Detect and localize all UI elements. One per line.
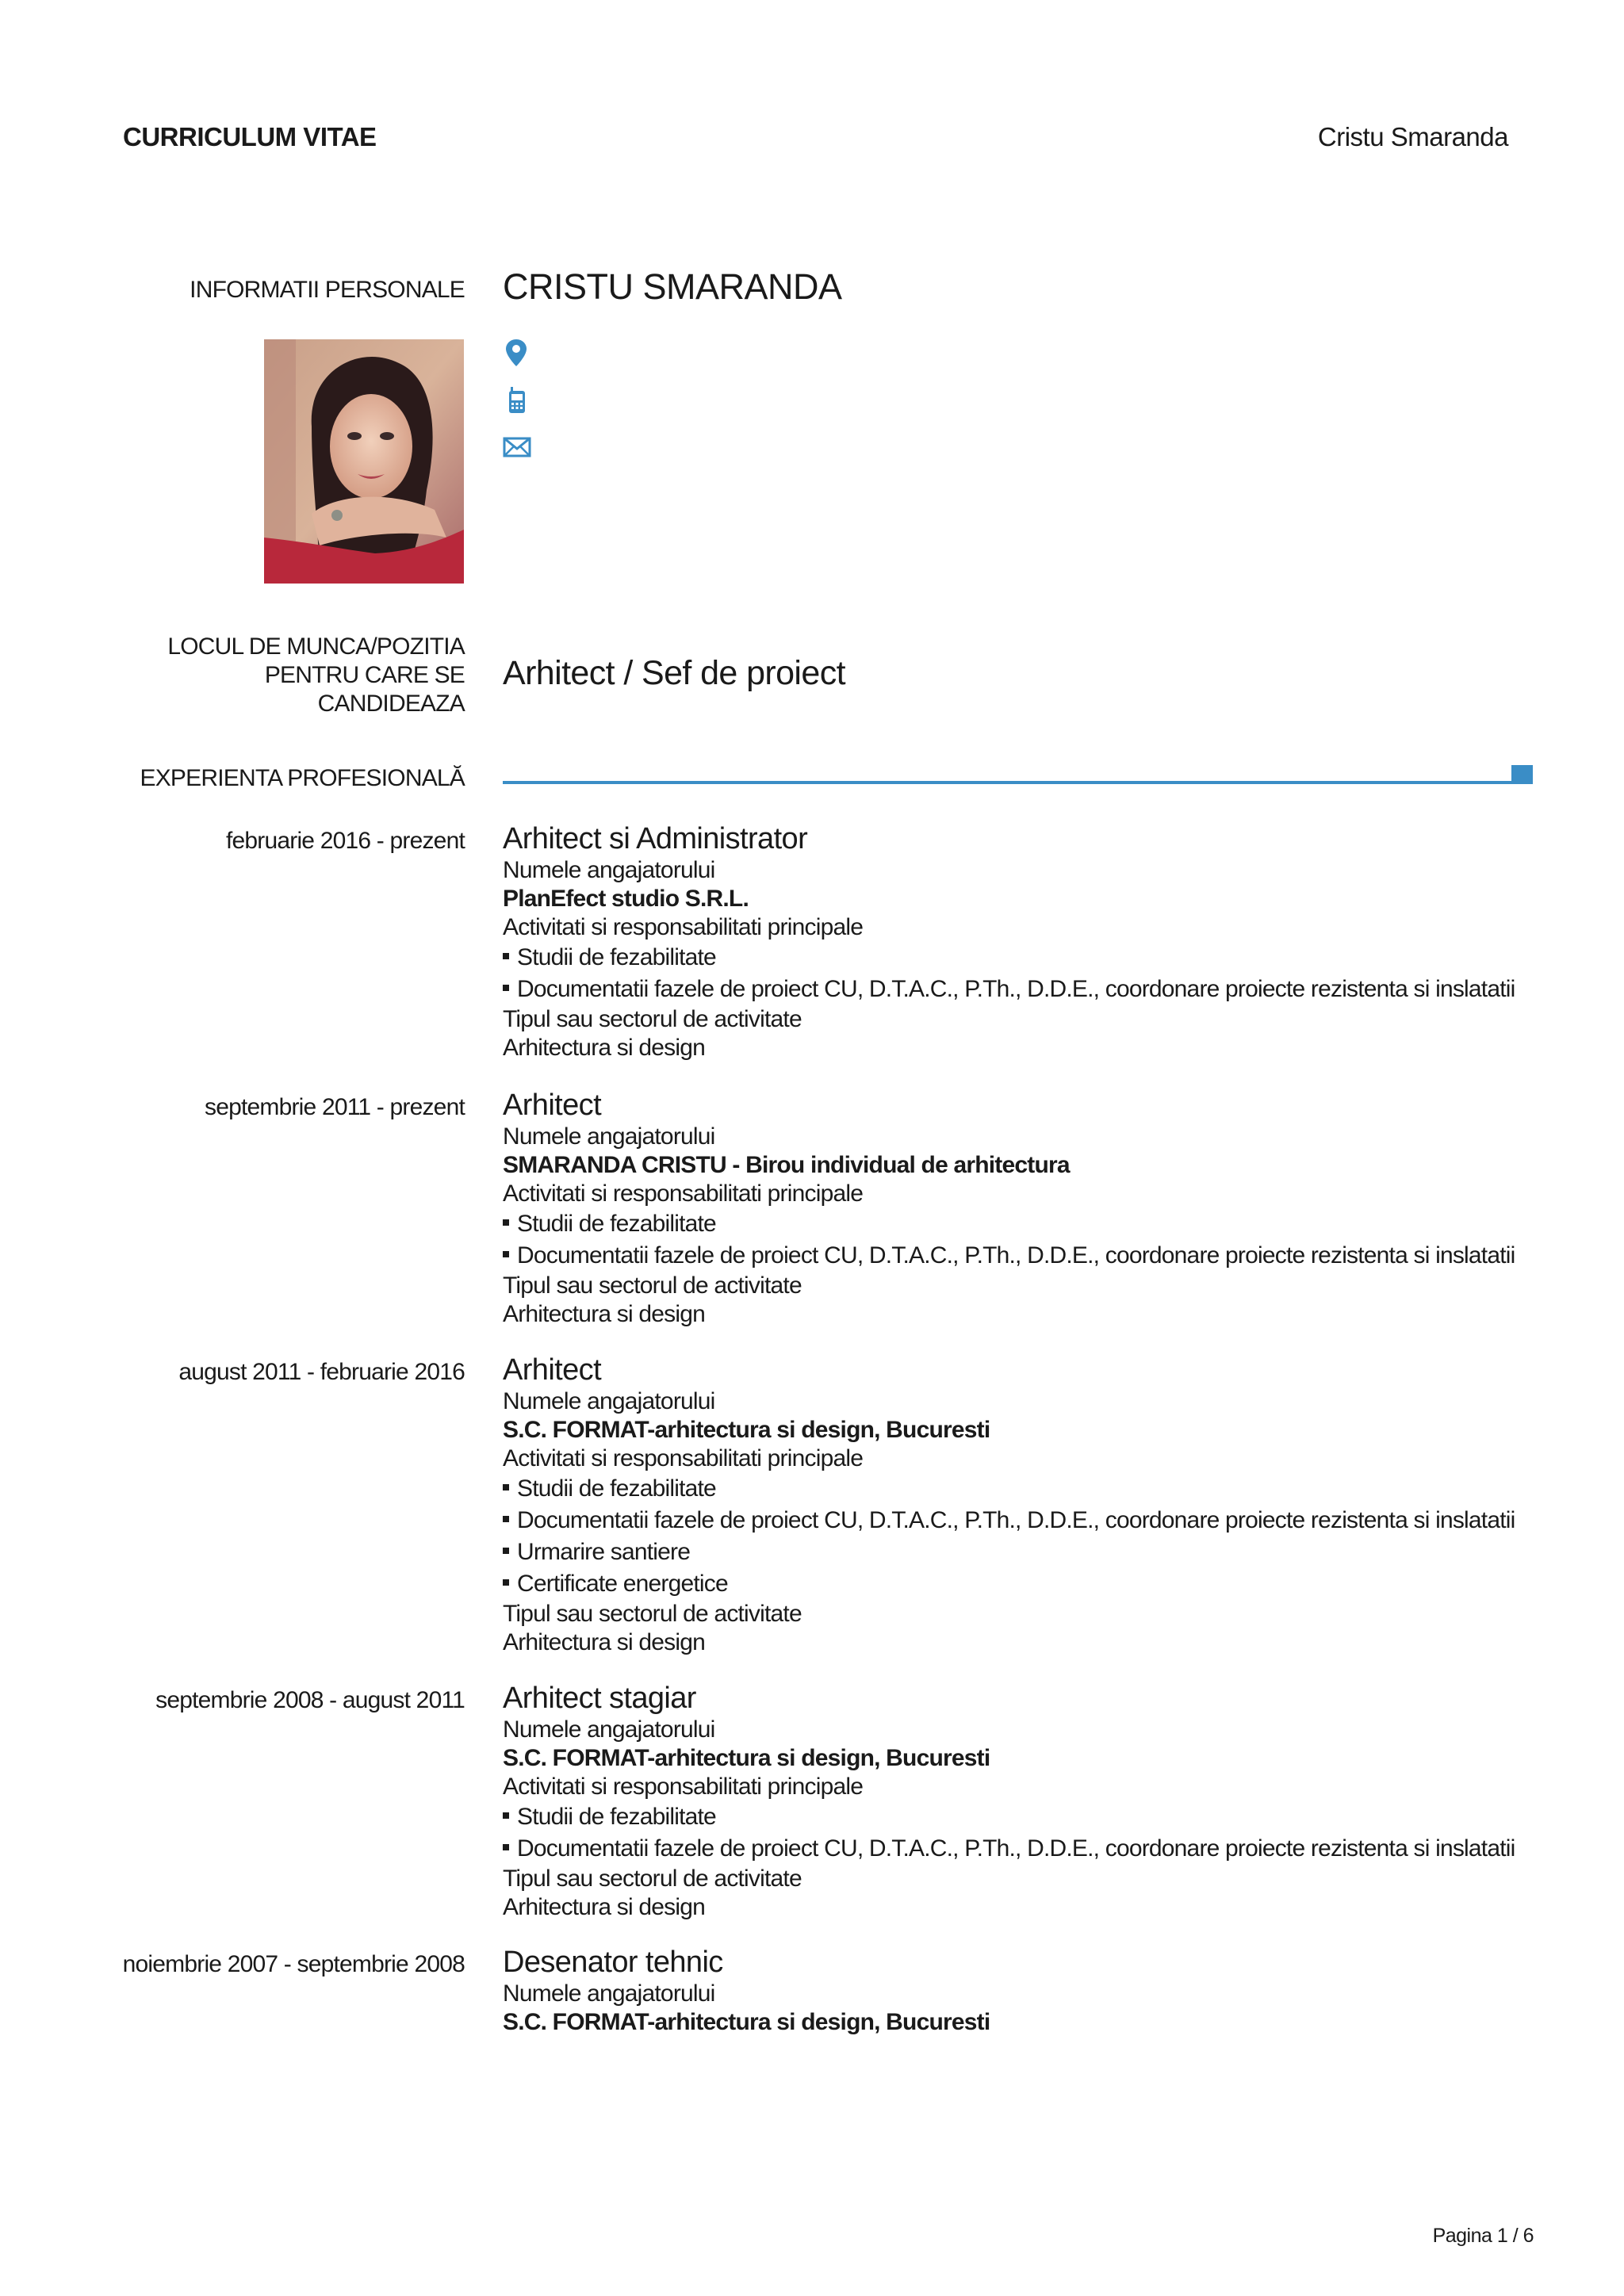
sector-label: Tipul sau sectorul de activitate <box>503 1601 802 1627</box>
activity-item <box>503 1208 1549 1240</box>
position-label-line: CANDIDEAZA <box>317 691 465 717</box>
experience-entry <box>503 1088 1549 1329</box>
employer-name: S.C. FORMAT-arhitectura si design, Bucuresti <box>503 1417 990 1443</box>
position-label <box>167 633 465 718</box>
experience-entry <box>503 1945 1549 2037</box>
experience-entry <box>503 1681 1549 1922</box>
activity-text: Studii de fezabilitate <box>517 1211 716 1237</box>
employer-label: Numele angajatorului <box>503 1980 715 2007</box>
experience-entry <box>503 1353 1549 1657</box>
bullet-marker <box>503 1219 509 1226</box>
position-label-line: LOCUL DE MUNCA/POZITIA <box>167 633 465 660</box>
activity-item <box>503 1473 1549 1505</box>
sector-value: Arhitectura si design <box>503 1629 706 1655</box>
cv-title: CURRICULUM VITAE <box>123 122 377 151</box>
activity-text: Documentatii fazele de proiect CU, D.T.A.C., P.Th., D.D.E., coordonare proiecte rezistenta si inslatatii <box>517 976 1515 1002</box>
activity-text: Studii de fezabilitate <box>517 1804 716 1830</box>
bullet-marker <box>503 985 509 991</box>
sector-label: Tipul sau sectorul de activitate <box>503 1866 802 1892</box>
activity-item <box>503 974 1549 1005</box>
activity-text: Documentatii fazele de proiect CU, D.T.A.C., P.Th., D.D.E., coordonare proiecte rezistenta si inslatatii <box>517 1242 1515 1269</box>
bullet-marker <box>503 1579 509 1586</box>
position-label-line: PENTRU CARE SE <box>264 662 465 688</box>
employer-name: S.C. FORMAT-arhitectura si design, Bucuresti <box>503 1745 990 1771</box>
employer-label: Numele angajatorului <box>503 1123 715 1150</box>
profile-photo <box>264 339 464 584</box>
sector-value: Arhitectura si design <box>503 1035 706 1061</box>
personal-info-label: INFORMATII PERSONALE <box>190 277 465 303</box>
person-name: CRISTU SMARANDA <box>503 266 842 307</box>
bullet-marker <box>503 1844 509 1850</box>
activity-item <box>503 1240 1549 1272</box>
employer-label: Numele angajatorului <box>503 857 715 883</box>
activity-text: Studii de fezabilitate <box>517 1475 716 1502</box>
experience-date: noiembrie 2007 - septembrie 2008 <box>122 1951 465 1977</box>
page-number: Pagina 1 / 6 <box>1432 2225 1534 2247</box>
experience-date: august 2011 - februarie 2016 <box>178 1359 465 1385</box>
experience-date: septembrie 2011 - prezent <box>205 1094 465 1120</box>
experience-entry <box>503 821 1549 1062</box>
envelope-icon <box>503 435 530 462</box>
activity-text: Documentatii fazele de proiect CU, D.T.A.C., P.Th., D.D.E., coordonare proiecte rezistenta si inslatatii <box>517 1507 1515 1533</box>
activity-text: Studii de fezabilitate <box>517 944 716 970</box>
employer-label: Numele angajatorului <box>503 1388 715 1414</box>
section-divider <box>503 781 1511 784</box>
activities-label: Activitati si responsabilitati principale <box>503 1445 864 1471</box>
mobile-phone-icon <box>503 386 530 413</box>
employer-name: PlanEfect studio S.R.L. <box>503 886 749 912</box>
section-divider-marker <box>1511 765 1533 784</box>
activity-item <box>503 1833 1549 1865</box>
bullet-marker <box>503 953 509 959</box>
job-title: Desenator tehnic <box>503 1946 723 1979</box>
sector-label: Tipul sau sectorul de activitate <box>503 1006 802 1032</box>
experience-date: septembrie 2008 - august 2011 <box>155 1687 465 1713</box>
location-pin-icon <box>503 338 530 365</box>
bullet-marker <box>503 1516 509 1522</box>
experience-section-label: EXPERIENTA PROFESIONALĂ <box>140 765 465 791</box>
sector-label: Tipul sau sectorul de activitate <box>503 1272 802 1299</box>
job-title: Arhitect si Administrator <box>503 822 808 855</box>
bullet-marker <box>503 1484 509 1490</box>
activity-item <box>503 1568 1549 1600</box>
activity-text: Urmarire santiere <box>517 1539 691 1565</box>
employer-name: S.C. FORMAT-arhitectura si design, Bucuresti <box>503 2009 990 2035</box>
position-title: Arhitect / Sef de proiect <box>503 654 845 692</box>
job-title: Arhitect <box>503 1089 602 1122</box>
activities-label: Activitati si responsabilitati principale <box>503 1774 864 1800</box>
employer-label: Numele angajatorului <box>503 1716 715 1743</box>
activity-item <box>503 1801 1549 1833</box>
job-title: Arhitect <box>503 1353 602 1387</box>
header-name: Cristu Smaranda <box>1317 122 1508 151</box>
activity-item <box>503 1536 1549 1568</box>
activity-text: Documentatii fazele de proiect CU, D.T.A.C., P.Th., D.D.E., coordonare proiecte rezistenta si inslatatii <box>517 1835 1515 1862</box>
activity-text: Certificate energetice <box>517 1571 728 1597</box>
activities-label: Activitati si responsabilitati principale <box>503 1181 864 1207</box>
experience-date: februarie 2016 - prezent <box>225 828 465 854</box>
bullet-marker <box>503 1812 509 1819</box>
sector-value: Arhitectura si design <box>503 1301 706 1327</box>
bullet-marker <box>503 1548 509 1554</box>
employer-name: SMARANDA CRISTU - Birou individual de arhitectura <box>503 1152 1070 1178</box>
bullet-marker <box>503 1251 509 1257</box>
activities-label: Activitati si responsabilitati principale <box>503 914 864 940</box>
sector-value: Arhitectura si design <box>503 1894 706 1920</box>
activity-item <box>503 942 1549 974</box>
job-title: Arhitect stagiar <box>503 1682 696 1715</box>
activity-item <box>503 1505 1549 1536</box>
